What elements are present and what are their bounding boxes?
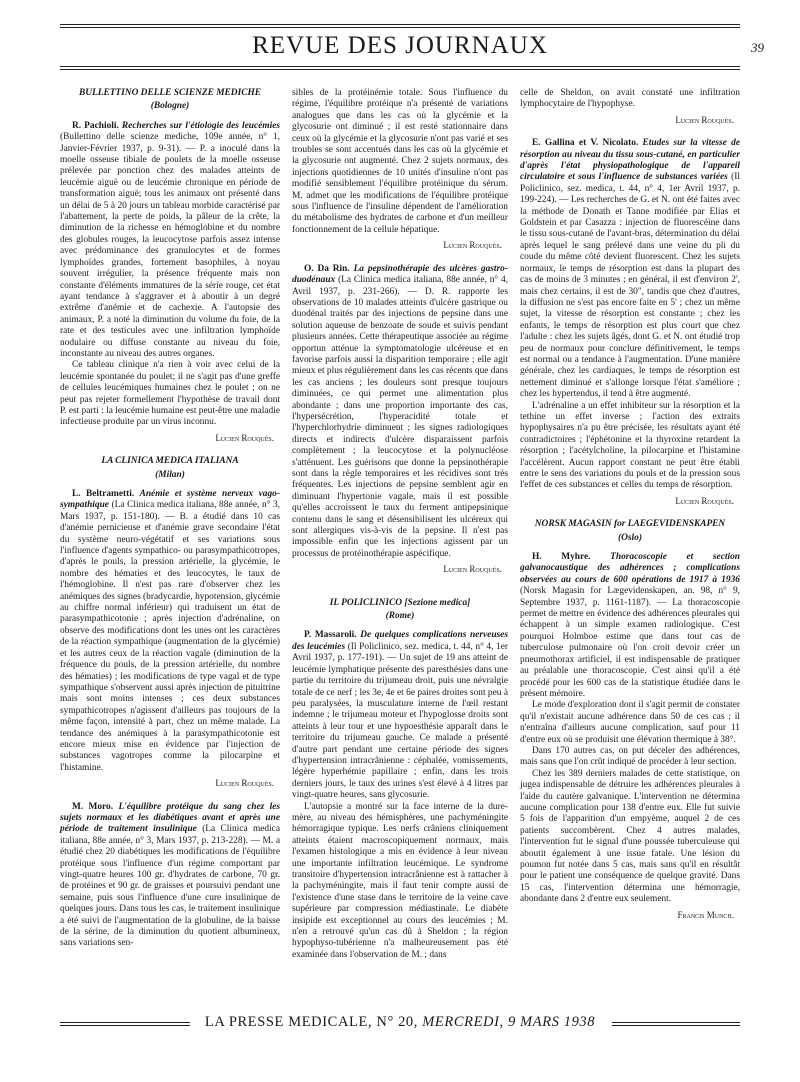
article [60, 121, 280, 429]
article-signature: Lucien Rouquès. [215, 432, 274, 443]
header-rule-bottom [60, 66, 740, 67]
article [520, 88, 740, 111]
article [520, 138, 740, 492]
footer-paper: LA PRESSE MEDICALE, N° 20, [204, 1014, 419, 1030]
journal-heading: LA CLINICA MEDICA ITALIANA [101, 456, 239, 467]
article [292, 88, 508, 236]
article [292, 264, 508, 561]
article-title: Thoracoscopie et section galvanocaustique des adhérences ; complications observées au cours de 600 opérations de 1917 à 1936 [520, 552, 740, 585]
journal-heading: BULLETTINO DELLE SCIENZE MEDICHE [78, 88, 262, 98]
article-signature: Lucien Rouquès. [675, 495, 734, 506]
footer-date: MERCREDI, 9 MARS 1938 [422, 1014, 596, 1030]
journal-city: (Bologne) [150, 101, 190, 112]
journal-heading: NORSK MAGASIN for LAEGEVIDENSKAPEN [534, 519, 726, 530]
article-body: (Il Policlinico, sez. medica, t. 44, n° 4, 1er Avril 1937, p. 199-224). — Les recherches de G. et N. ont été faites avec la méthode de Donath et Tanne modifiée par Elias et Goldstein et par Casazza : injection de fluorescéine dans le tissu sous-cutané de l'avant-bras, détermination du délai après lequel le sang prélevé dans une veine du pli du coude du même côté devient fluorescent. Chez les sujets normaux, le temps de résorption est dans la plupart des cas de moins de 3 minutes ; en général, il est d'environ 2', mais chez certains, il est de 30", tandis que chez d'autres, la diffusion ne s'est pas encore faite en 5' ; chez un même sujet, la vitesse de résorption est constante ; chez les enfants, le temps de résorption est plus court que chez l'adulte : chez les sujets âgés, dont G. et N. ont étudié trop peu de normaux pour conclure définitivement, le temps est normal ou a tendance à l'augmentation. D'une manière générale, chez les cardiaques, le temps de résorption est nettement diminué et s'allonge lorsque l'état s'améliore ; chez les hypertendus, il tend à être augmenté. [520, 172, 741, 400]
column-2 [292, 88, 508, 965]
column-3 [520, 88, 740, 933]
article [520, 552, 740, 906]
page-footer [0, 1012, 800, 1036]
article-body: (Il Policlinico, sez. medica, t. 44, n° 4, 1er Avril 1937, p. 177-191). — Un sujet de 19 ans atteint de leucémie lymphatique présente des paresthésies dans une partie du territoire du trijumeau droit, puis une névralgie totale de ce nerf ; les 3e, 4e et 6e paires droites sont peu à peu paralysées, la musculature interne de l'œil restant indemne ; le trijumeau moteur et l'hypoglosse droits sont atteints à leur tour et une hypoesthésie apparaît dans le territoire du trijumeau gauche. Ce malade a présenté d'autre part pendant une certaine période des signes d'hypertension intracrânienne : céphalée, vomissements, légère hyperhémie papillaire ; enfin, dans les trois derniers jours, le taux des urines s'est élevé à 4 litres par vingt-quatre heures, sans glycosurie. [292, 641, 508, 801]
article-body: Chez les 389 derniers malades de cette statistique, on jugea indispensable de détruire les adhérences pleurales à l'aide du cautère galvanique. L'intervention ne détermina aucune complication pour 138 d'entre eux. Elle fut suivie 5 fois de l'apparition d'un empyème, auquel 2 de ces patients succombèrent. Chez 4 autres malades, l'intervention fut le signal d'une poussée tuberculeuse qui aboutit également à une issue fatale. Une lésion du poumon fut notée dans 5 cas, mais sans qu'il en résultât pour le patient une conséquence de quelque gravité. Dans 15 cas, l'intervention détermina une hémorragie, abondante dans 2 d'entre eux seulement. [520, 768, 740, 905]
page-title: REVUE DES JOURNAUX [252, 32, 548, 59]
article-body: Dans 170 autres cas, on put déceler des adhérences, mais sans que l'on crût indiqué de procéder à leur section. [520, 745, 740, 768]
header-rule-bottom-2 [60, 69, 740, 70]
article-signature: Lucien Rouquès. [215, 778, 274, 789]
journal-city: (Oslo) [618, 532, 642, 543]
article-body: Le mode d'exploration dont il s'agit permit de constater qu'il n'existait aucune adhérence dans 50 de ces cas ; il n'entraîna d'ailleurs aucune complication, sauf pour 11 d'entre eux où se produisit une élévation thermique à 38°. [520, 700, 740, 745]
article-body: L'adrénaline a un effet inhibiteur sur la résorption et la tethine un effet inverse ; l'action des extraits hypophysaires n'a pu être précisée, les résultats ayant été contradictoires ; l'éphétonine et la thyroxine retardent la résorption ; l'acétylcholine, la pilocarpine et l'histamine l'accélèrent. Aucun rapport constant ne peut être établi entre le sens des variations du pouls et de la pression sous l'effet de ces substances et celles du temps de résorption. [520, 400, 740, 491]
journal-heading: IL POLICLINICO [Sezione medica] [329, 597, 471, 608]
article-title: Etudes sur la vitesse de résorption au niveau du tissu sous-cutané, en particulier d'après l'état physiopathologique de l'appareil circulatoire et sous l'influence de substances variées [520, 138, 740, 183]
article-body: (La Clinica medica italiana, 88e année, n° 3, Mars 1937, p. 213-228). — M. a étudié chez 20 diabétiques les modifications de l'équilibre protéique sous l'influence d'un régime comportant par vingt-quatre heures 100 gr. d'hydrates de carbone, 70 gr. de protéines et 90 gr. de graisses et poursuivi pendant une semaine, puis sous l'influence d'une cure insulinique de quelques jours. Dans tous les cas, le traitement insulinique a été suivi de l'augmentation de la globuline, de la baisse de la sérine, de la diminution du quotient albumineux, sans variations sen- [60, 824, 281, 949]
article-title: L'équilibre protéique du sang chez les sujets normaux et les diabétiques avant et après une période de traitement insulinique [60, 801, 280, 835]
footer-rule-right-2 [612, 1025, 740, 1026]
article-author: P. Massaroli. [304, 630, 357, 641]
article-author: O. Da Rin. [304, 263, 350, 274]
article-author: R. Pachioli. [72, 120, 119, 131]
article-author: M. Moro. [72, 801, 114, 812]
footer-rule-right [612, 1022, 740, 1023]
column-1 [60, 88, 280, 954]
article-title: De quelques complications nerveuses des leucémies [292, 630, 508, 652]
masthead [0, 24, 800, 68]
article-body: (La Clinica medica italiana, 88e année, n° 4, Avril 1937, p. 231-266). — D. R. rapporte les observations de 10 malades atteints d'ulcère gastrique ou duodénal traités par des injections de pepsine dans une solution aqueuse de benzoate de soude et suivis pendant plusieurs années. Cette thérapeutique associée au régime opportun atténue la symptomatologie ulcéreuse et en favorise parfois aussi la disparition temporaire ; elle agit mieux et plus régulièrement dans les cas récents que dans les cas anciens ; les douleurs sont presque toujours diminuées, ce qui permet une alimentation plus abondante ; dans une proportion importante des cas, l'hypersécrétion, l'hyperacidité totale et l'hyperchlorhydrie diminuent ; les signes radiologiques directs et indirects d'ulcère disparaissent parfois complètement ; la leucocytose et la polynucléose s'atténuent. Les guérisons que donne la pepsinothérapie sont dans la règle temporaires et les récidives sont très fréquentes. Les injections de pepsine semblent agir en diminuant l'hypertonie vagale, mais il est possible qu'elles accroissent le taux du ferment antipepsinique contenu dans le sang et désensibilisent les ulcéreux qui sont allergiques vis-à-vis de la pepsine. Il n'est pas impossible enfin que les injections agissent par un processus de protéinothérapie aspécifique. [292, 275, 509, 559]
article-signature: Francis Munch. [677, 909, 734, 920]
article [292, 630, 508, 961]
article-author: H. Myhre. [532, 552, 591, 563]
article-title: Recherches sur l'étiologie des leucémies [121, 120, 281, 131]
article-author: L. Beltrametti. [72, 489, 135, 499]
article [60, 489, 280, 774]
article-author: E. Gallina et V. Nicolato. [532, 138, 639, 149]
article-body: celle de Sheldon, on avait constaté une infiltration lymphocytaire de l'hypophyse. [520, 88, 740, 110]
article-body: Ce tableau clinique n'a rien à voir avec celui de la leucémie spontanée du poulet; il ne s'agit pas d'une greffe de cellules leucémiques humaines chez le poulet ; on ne peut pas rejeter formellement l'hypothèse de travail dont P. est parti : la leucémie humaine est peut-être une maladie infectieuse produite par un virus inconnu. [60, 360, 280, 428]
page-number: 39 [751, 40, 764, 55]
article-body: sibles de la protéinémie totale. Sous l'influence du régime, l'équilibre protéique n'a présenté de variations analogues que dans les cas où la glycémie et la glycosurie ont diminué ; il est resté stationnaire dans ceux où la glycémie et la glycosurie n'ont pas varié et ses troubles se sont accentués dans les cas où la glycémie et la glycosurie ont augmenté. Chez 2 sujets normaux, des injections quotidiennes de 10 unités d'insuline n'ont pas modifié sensiblement l'équilibre protéinique du sérum. M. admet que les modifications de l'équilibre protéique sous l'influence de l'insuline dépendent de l'amélioration du métabolisme des hydrates de carbone et d'un meilleur fonctionnement de la cellule hépatique. [292, 88, 508, 235]
article-body: (Bullettino delle scienze mediche, 109e année, n° 1, Janvier-Février 1937, p. 9-31). — P. a inoculé dans la moelle osseuse tibiale de poulets de la moelle osseuse prélevée par ponction chez des malades atteints de leucémie aiguë ou de leucémie chronique en période de transformation aiguë; tous les animaux ont présenté dans un délai de 5 à 20 jours un tableau morbide caractérisé par l'abattement, la perte de poids, la pâleur de la crête, la diminution de la richesse en hémoglobine et du nombre des globules rouges, la leucocytose parfois assez intense avec prédominance des granulocytes et de formes lymphoïdes grandes, fortement basophiles, à noyau souvent irrégulier, la présence fréquente mais non constante d'éléments immatures de la série rouge, cet état ayant tendance à s'aggraver et à aboutir à un degré extrême d'anémie et de cachexie. A l'autopsie des animaux, P. a noté la diminution du volume du foie, de la rate et des testicules avec une infiltration lymphoïde nodulaire ou diffuse constante au niveau du foie, inconstante au niveau des autres organes. [60, 132, 280, 359]
article-signature: Lucien Rouquès. [443, 240, 502, 251]
article-title: Anémie et système nerveux vago-sympathique [60, 489, 280, 511]
article [60, 802, 280, 950]
article-signature: Lucien Rouquès. [675, 114, 734, 125]
journal-city: (Rome) [385, 611, 415, 622]
journal-city: (Milan) [155, 469, 185, 480]
article-body: L'autopsie a montré sur la face interne de la dure-mère, au niveau des hémisphères, une pachyméningite hémorragique typique. Les nerfs crâniens cliniquement atteints étaient macroscopiquement normaux, mais l'examen histologique a mis en évidence à leur niveau une importante infiltration leucémique. Le syndrome transitoire d'hypertension intracrânienne est à rattacher à la pachyméningite, mais il faut tenir compte aussi de l'existence d'une stase dans le territoire de la veine cave supérieure par compression médiastinale. Le diabète insipide est exceptionnel au cours des leucémies ; M. n'en a retrouvé qu'un cas dû à Sheldon ; la région hypophyso-tubérienne n'a malheureusement pas été examinée dans l'observation de M. ; dans [292, 801, 508, 960]
article-body: (La Clinica medica italiana, 88e année, n° 3, Mars 1937, p. 151-180). — B. a étudié dans 10 cas d'anémie pernicieuse et d'anémie grave secondaire l'état du système neuro-végétatif et ses variations sous l'influence d'agents sympathico- ou parasympathicotropes, d'après le pouls, la pression artérielle, la glycémie, le nombre des hématies et des leucocytes, le taux de l'hémoglobine. Il n'est pas rare d'observer chez les anémiques des signes (bradycardie, hypotension, glycémie au chiffre normal inférieur) qui traduisent un état de parasympathicotonie ; après injection d'adrénaline, on observe des modifications dont les unes ont les caractères de la réaction sympathique (augmentation de la glycémie) et les autres ceux de la réaction vagale (diminution de la fréquence du pouls, de la pression artérielle, du nombre des hématies) ; les modifications de type vagal et de type sympathique s'observent aussi après injection de pituitrine mais sont moins intenses ; ces deux substances sympathicotropes n'agissent d'ailleurs pas toujours de la même façon, intensité à part, chez un même malade. La tendance des anémiques à la parasympathicotonie est encore mieux mise en évidence par l'injection de substances vagotropes comme la pilocarpine et l'histamine. [60, 500, 280, 773]
article-body: (Norsk Magasin for Lægevidenskapen, an. 98, n° 9, Septembre 1937, p. 1161-1187). — La thoracoscopie permet de mettre en évidence des adhérences pleurales qui échappent à un simple examen radiologique. C'est pourquoi Holmboe estime que dans tout cas de tuberculose pulmonaire où l'on croit devoir créer un pneumothorax artificiel, il est indispensable de pratiquer au préalable une thoracoscopie. C'est ainsi qu'il a été procédé pour les 600 cas de la statistique étudiée dans le présent mémoire. [520, 586, 740, 699]
article-title: La pepsinothérapie des ulcères gastro-duodénaux [292, 263, 508, 286]
article-signature: Lucien Rouquès. [443, 564, 502, 575]
